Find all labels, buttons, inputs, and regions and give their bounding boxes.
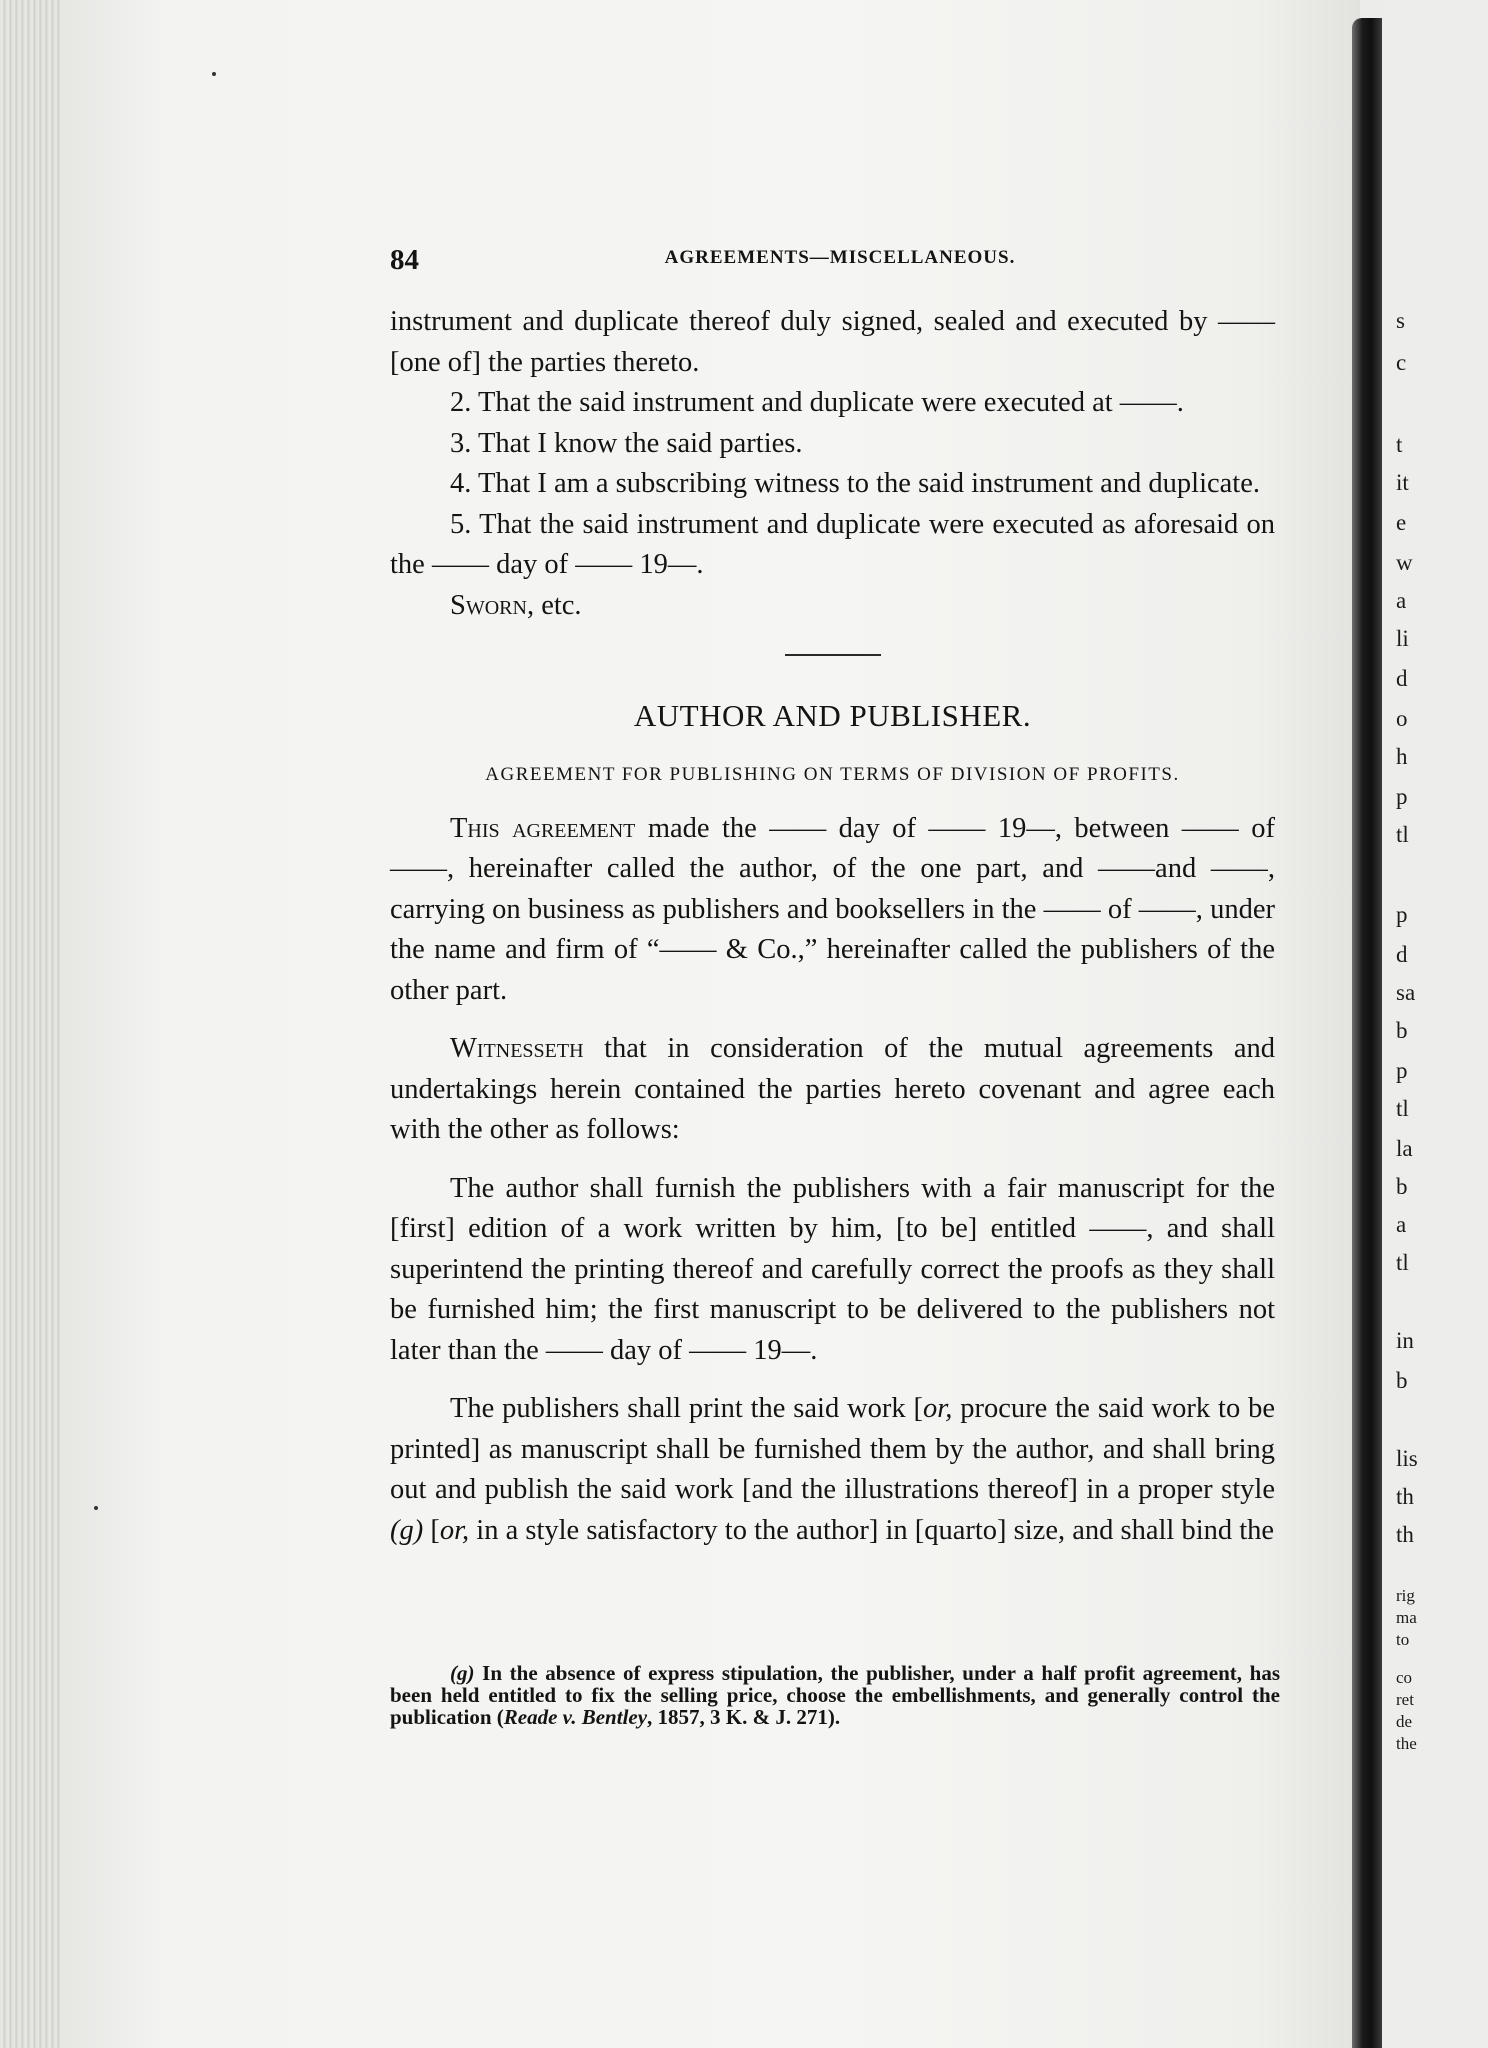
facing-page-text: tl (1396, 822, 1409, 847)
publisher-clause (390, 1389, 1275, 1551)
facing-page-text: s (1396, 308, 1405, 333)
facing-page-footnote-text: co (1396, 1668, 1413, 1687)
witnesseth-text: that in consideration of the mutual agreements and undertakings herein contained the parties hereto covenant and agree each with the other as follows: (390, 1033, 1275, 1145)
sworn-word: Sworn (450, 589, 527, 621)
footnote-text: In the absence of express stipulation, the publisher, under a half profit agreement, has been held entitled to fix the selling price, choose the embellishments, and generally control the publication ( (390, 1661, 1280, 1729)
facing-page-text: b (1396, 1018, 1408, 1043)
author-clause: The author shall furnish the publishers with a fair manuscript for the [first] edition of a work written by him, [to be] entitled ——, and shall superintend the printing thereof and carefully correct the proofs as they shall be furnished him; the first manuscript to be delivered to the publishers not later than the —— day of —— 19—. (390, 1172, 1275, 1366)
footnote (390, 1662, 1280, 1728)
footnote-reference: (g) (390, 1514, 424, 1546)
publisher-clause-or: or, (923, 1393, 953, 1424)
facing-page-text: p (1396, 1058, 1408, 1083)
sworn-line (390, 586, 1275, 627)
publisher-clause-part: The publishers shall print the said work [ (450, 1393, 924, 1424)
witnesseth-lead: Witnesseth (450, 1033, 584, 1064)
affidavit-item-3: 3. That I know the said parties. (450, 427, 803, 459)
facing-page-text: in (1396, 1328, 1414, 1353)
footnote-case-name: Reade v. Bentley (503, 1705, 648, 1729)
facing-page-footnote-text: ma (1396, 1608, 1417, 1627)
page-body (390, 302, 1275, 1551)
facing-page-text: it (1396, 470, 1409, 495)
facing-page-text: a (1396, 588, 1407, 613)
affidavit-item-2: 2. That the said instrument and duplicate were executed at ——. (450, 387, 1184, 418)
publisher-clause-or: or, (439, 1514, 470, 1546)
footnote-citation: , 1857, 3 K. & J. 271). (647, 1705, 841, 1729)
facing-page-text: t (1396, 432, 1403, 457)
preamble-lead: This agreement (450, 812, 636, 844)
facing-page-text: p (1396, 784, 1408, 809)
facing-page-footnote-text: to (1396, 1630, 1410, 1649)
facing-page-text: b (1396, 1174, 1408, 1199)
preamble-text: made the —— day of —— 19—, between —— of ——, hereinafter called the author, of the one part, and ——and ——, carrying on business as publishers and booksellers in the —— of ——, under the name and firm of “—— & Co.,” hereinafter called the publishers of the other part. (390, 812, 1275, 1006)
facing-page-text: d (1396, 942, 1408, 967)
page-number: 84 (390, 244, 419, 276)
speck (212, 72, 216, 76)
publisher-clause-part: in a style satisfactory to the author] in [quarto] size, and shall bind the (469, 1514, 1275, 1546)
continued-paragraph: instrument and duplicate thereof duly signed, sealed and executed by —— [one of] the parties thereto. (390, 306, 1275, 378)
section-subheading: AGREEMENT FOR PUBLISHING ON TERMS OF DIVISION OF PROFITS. (485, 763, 1180, 785)
facing-page-text: sa (1396, 980, 1416, 1005)
running-head (390, 244, 1280, 280)
facing-page-text: la (1396, 1136, 1413, 1161)
facing-page-text: tl (1396, 1096, 1409, 1121)
publisher-clause-part: [ (423, 1514, 440, 1546)
agreement-preamble (390, 809, 1275, 1012)
facing-page-text: th (1396, 1484, 1414, 1509)
facing-page-footnote-text: the (1396, 1734, 1417, 1753)
running-head-title: AGREEMENTS—MISCELLANEOUS. (664, 247, 1016, 268)
publisher-clause-part: procure the said work to be printed] as manuscript shall be furnished them by the author, and shall bring out and publish the said work [and the illustrations thereof] in a proper style (390, 1393, 1275, 1505)
book-gutter (1352, 18, 1382, 2048)
facing-page-text: d (1396, 666, 1408, 691)
facing-page-text: h (1396, 744, 1408, 769)
facing-page-text: th (1396, 1522, 1414, 1547)
facing-page-text: w (1396, 550, 1413, 575)
facing-page-text: o (1396, 706, 1408, 731)
facing-page-text: e (1396, 510, 1407, 535)
facing-page-fragment (1382, 0, 1488, 2048)
sworn-rest: , etc. (526, 589, 582, 621)
facing-page-footnote-text: de (1396, 1712, 1413, 1731)
facing-page-text: b (1396, 1368, 1408, 1393)
witnesseth-paragraph (390, 1029, 1275, 1151)
section-divider (785, 654, 881, 656)
facing-page-text: tl (1396, 1250, 1409, 1275)
footnote-mark: (g) (450, 1661, 475, 1685)
affidavit-item-4: 4. That I am a subscribing witness to the said instrument and duplicate. (450, 468, 1260, 499)
speck (94, 1506, 98, 1510)
facing-page-footnote-text: rig (1396, 1586, 1415, 1605)
facing-page-text: c (1396, 350, 1407, 375)
facing-page-text: lis (1396, 1446, 1418, 1471)
facing-page-text: li (1396, 626, 1409, 651)
facing-page-text: p (1396, 902, 1408, 927)
facing-page-footnote-text: ret (1396, 1690, 1414, 1709)
section-heading: AUTHOR AND PUBLISHER. (633, 698, 1032, 733)
affidavit-item-5: 5. That the said instrument and duplicate were executed as aforesaid on the —— day of —— 19—. (390, 508, 1275, 580)
facing-page-text: a (1396, 1212, 1407, 1237)
